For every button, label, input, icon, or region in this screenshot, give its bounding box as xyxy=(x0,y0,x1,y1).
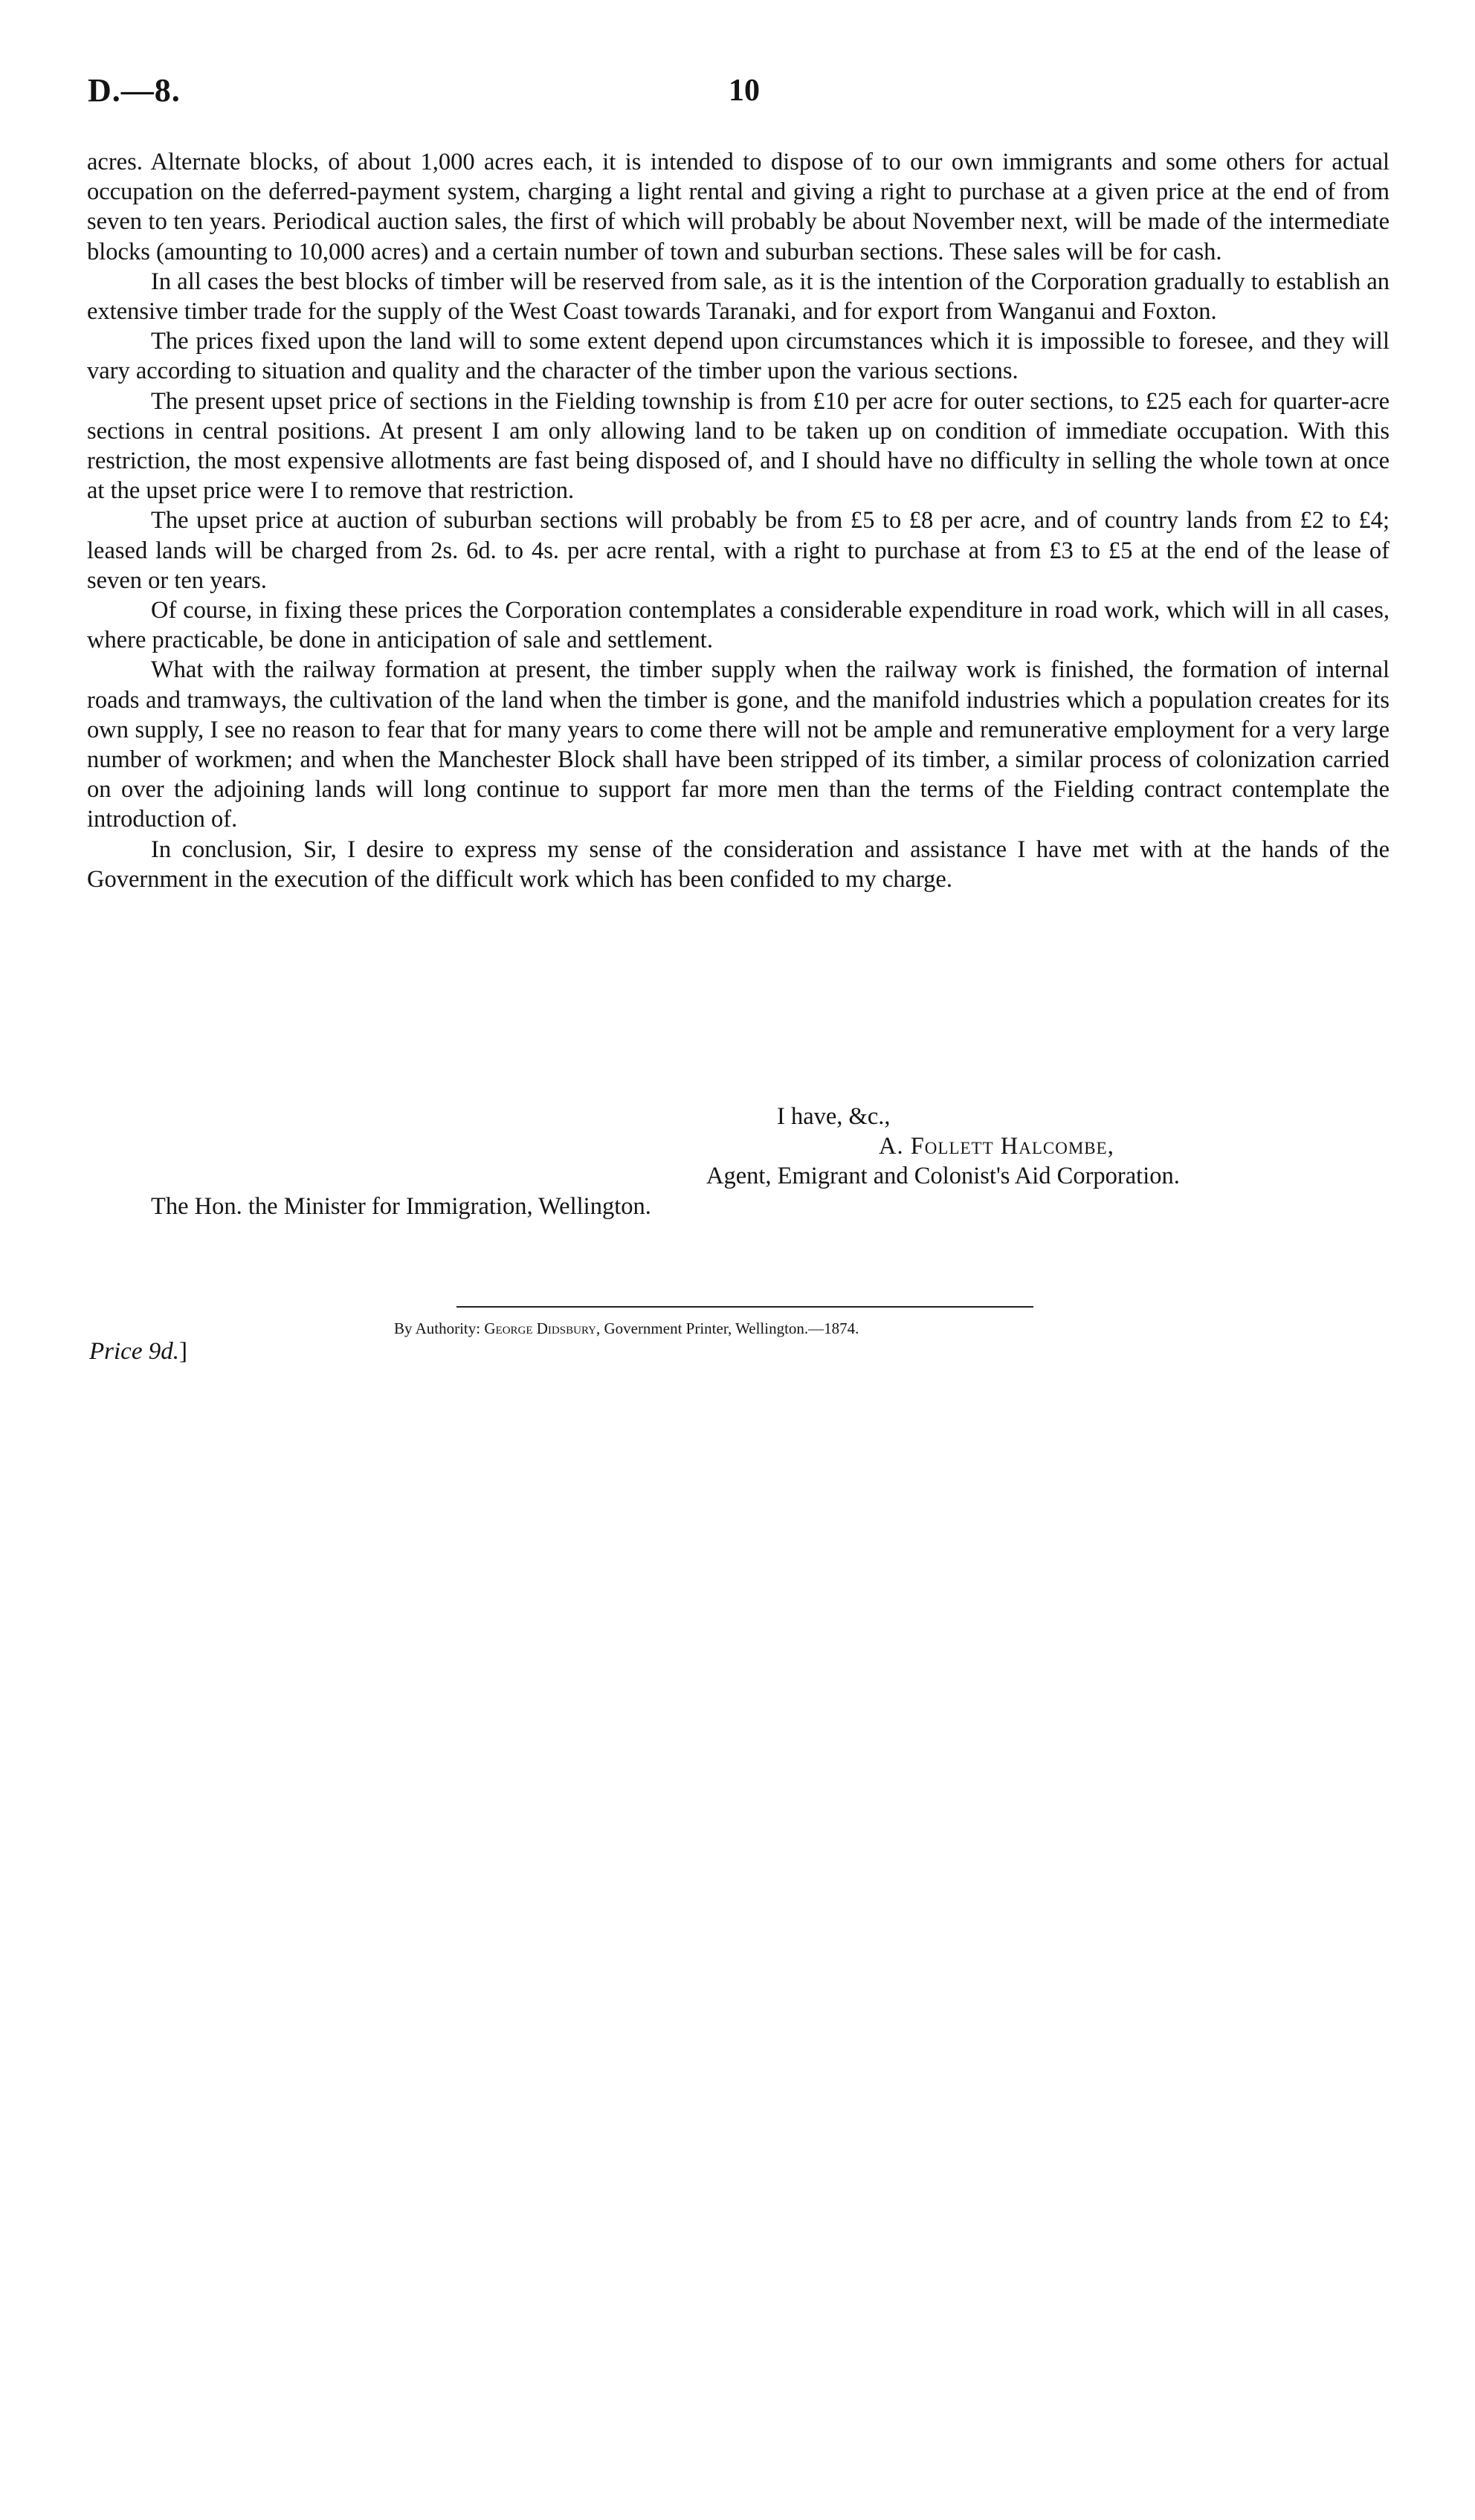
price-label xyxy=(89,1338,187,1366)
paragraph: What with the railway formation at present, the timber supply when the railway work is finished, the formation of internal roads and tramways, the cultivation of the land when the timber is gone, and the manifold industries which a population creates for its own supply, I see no reason to fear that for many years to come there will not be ample and remunerative employment for a very large number of workmen; and when the Manchester Block shall have been stripped of its timber, a similar process of colonization carried on over the adjoining lands will long continue to support far more men than the terms of the Fielding contract contemplate the introduction of. xyxy=(87,656,1390,833)
paragraph: In all cases the best blocks of timber will be reserved from sale, as it is the intention of the Corporation gradually to establish an extensive timber trade for the supply of the West Coast towards Taranaki, and for export from Wanganui and Foxton. xyxy=(87,268,1390,326)
paragraph: Of course, in fixing these prices the Corporation contemplates a considerable expenditure in road work, which will in all cases, where practicable, be done in anticipation of sale and settlement. xyxy=(87,597,1390,654)
letter-body xyxy=(87,147,1390,894)
divider-rule xyxy=(456,1306,1033,1308)
printer-imprint xyxy=(394,1319,859,1338)
imprint-prefix: By Authority: xyxy=(394,1319,481,1337)
imprint-suffix: Government Printer, Wellington.—1874. xyxy=(604,1319,859,1337)
paper-reference: D.—8. xyxy=(88,72,181,109)
price-bracket: ] xyxy=(178,1338,187,1365)
price-text: Price 9d. xyxy=(89,1338,179,1365)
page-number: 10 xyxy=(729,74,760,108)
paragraph: The upset price at auction of suburban sections will probably be from £5 to £8 per acre, and of country lands from £2 to £4; leased lands will be charged from 2s. 6d. to 4s. per acre rental, with a right to purchase at from £3 to £5 at the end of the lease of seven or ten years. xyxy=(87,507,1390,594)
signatory-title: Agent, Emigrant and Colonist's Aid Corporation. xyxy=(706,1163,1180,1189)
signatory-name: A. Follett Halcombe, xyxy=(879,1133,1114,1160)
closing-salutation: I have, &c., xyxy=(777,1103,891,1130)
paragraph: In conclusion, Sir, I desire to express my sense of the consideration and assistance I have met with at the hands of the Government in the execution of the difficult work which has been confided to my charge. xyxy=(87,836,1390,893)
paragraph: acres. Alternate blocks, of about 1,000 acres each, it is intended to dispose of to our own immigrants and some others for actual occupation on the deferred-payment system, charging a light rental and giving a right to purchase at a given price at the end of from seven to ten years. Periodical auction sales, the first of which will probably be about November next, will be made of the intermediate blocks (amounting to 10,000 acres) and a certain number of town and suburban sections. These sales will be for cash. xyxy=(87,149,1390,265)
paragraph: The present upset price of sections in the Fielding township is from £10 per acre for outer sections, to £25 each for quarter-acre sections in central positions. At present I am only allowing land to be taken up on condition of immediate occupation. With this restriction, the most expensive allotments are fast being disposed of, and I should have no difficulty in selling the whole town at once at the upset price were I to remove that restriction. xyxy=(87,387,1390,505)
printer-name: George Didsbury, xyxy=(484,1319,601,1337)
addressee: The Hon. the Minister for Immigration, Wellington. xyxy=(151,1193,651,1220)
paragraph: The prices fixed upon the land will to some extent depend upon circumstances which it is impossible to foresee, and they will vary according to situation and quality and the character of the timber upon the various sections. xyxy=(87,328,1390,385)
